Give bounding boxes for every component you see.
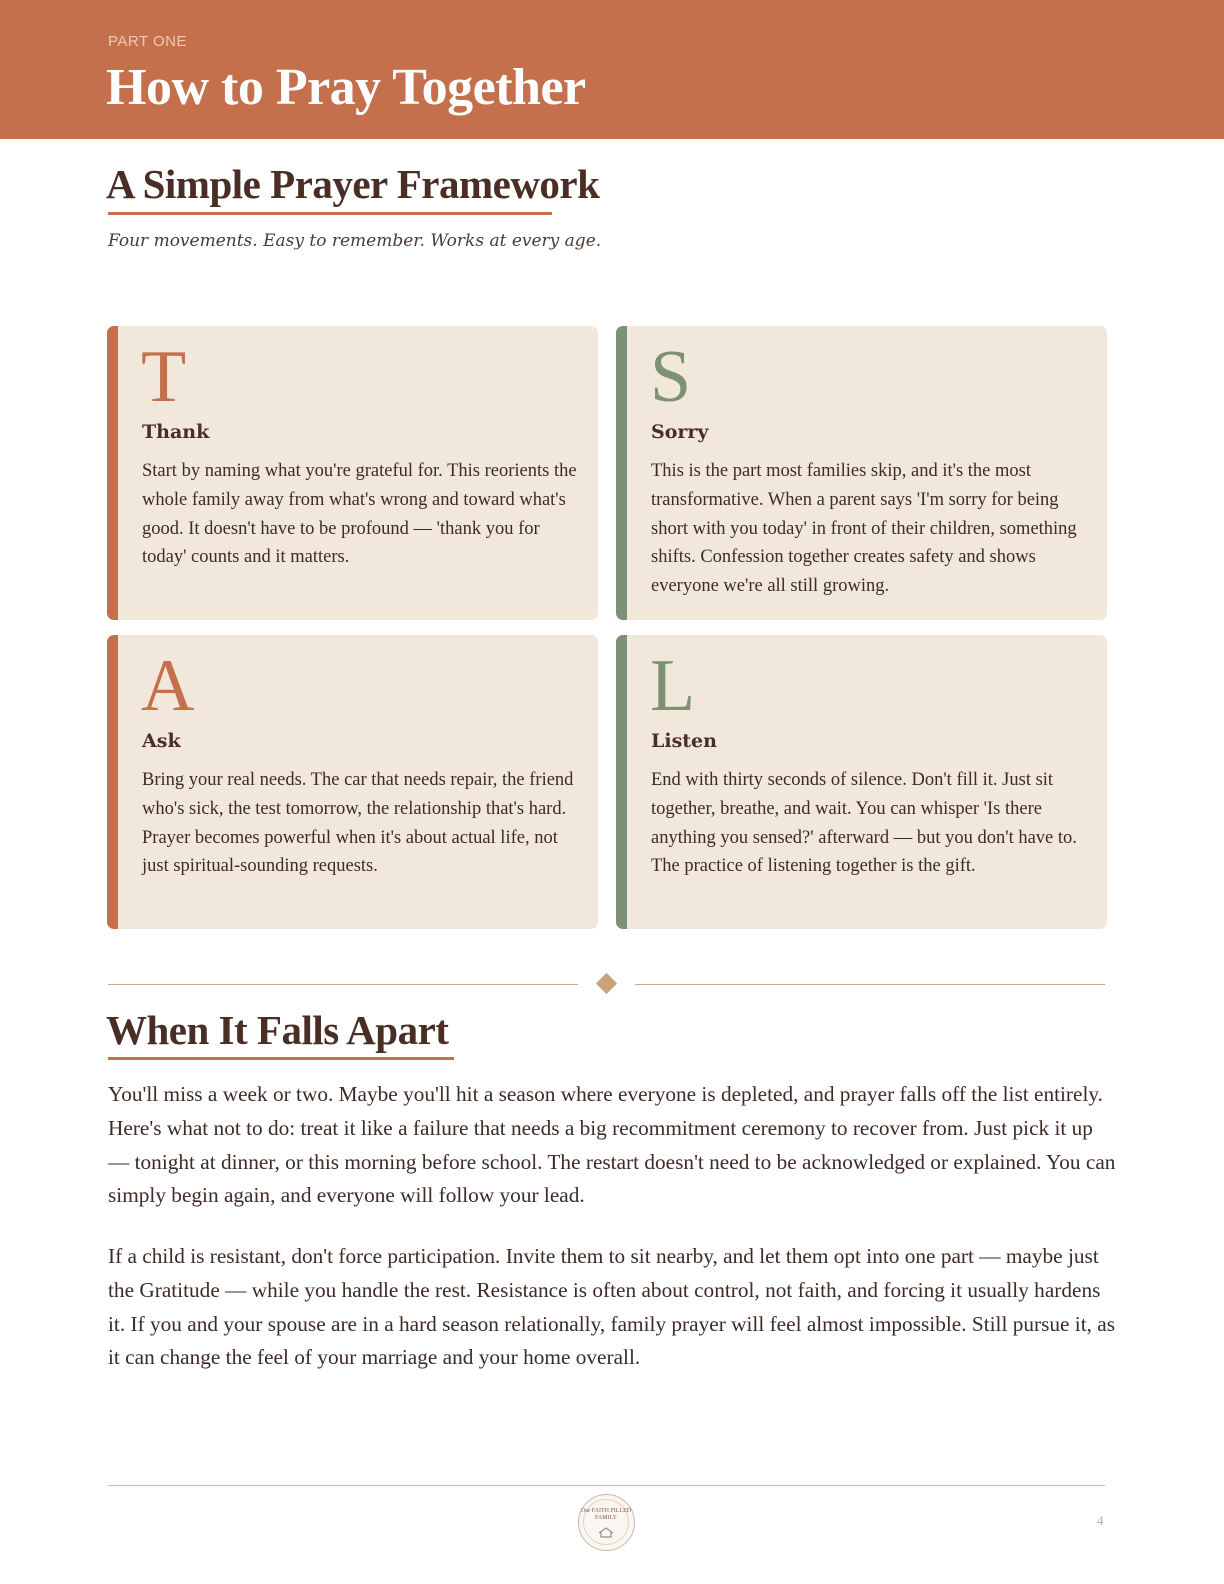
card-thank [107, 326, 598, 620]
card-letter: L [650, 645, 696, 727]
card-accent-bar [107, 635, 118, 929]
paragraph: You'll miss a week or two. Maybe you'll hit a season where everyone is depleted, and prayer falls off the list entirely. Here's what not to do: treat it like a failure that needs a big recommitment ceremony to recover from. Just pick it up — tonight at dinner, or this morning before school. The restart doesn't need to be acknowledged or explained. You can simply begin again, and everyone will follow your lead. [108, 1082, 1116, 1208]
falls-apart-heading: When It Falls Apart [106, 1007, 449, 1053]
card-sorry [616, 326, 1107, 620]
logo-text: Our FAITH FILLED FAMILY [580, 1508, 632, 1521]
card-description: End with thirty seconds of silence. Don't fill it. Just sit together, breathe, and wait. You can whisper 'Is there anything you sensed?' afterward — but you don't have to. The practice of listening together is the gift. [651, 770, 1077, 877]
card-listen [616, 635, 1107, 929]
card-word: Listen [651, 730, 717, 752]
card-letter: T [141, 336, 187, 418]
page-header [0, 0, 1224, 139]
falls-apart-heading-underline [108, 1057, 454, 1060]
card-letter: A [141, 645, 195, 727]
framework-heading: A Simple Prayer Framework [106, 161, 600, 207]
card-accent-bar [616, 635, 627, 929]
part-label: PART ONE [108, 33, 188, 50]
card-description: Bring your real needs. The car that needs repair, the friend who's sick, the test tomorrow, the relationship that's hard. Prayer becomes powerful when it's about actual life, not just spiritual-sounding requests. [142, 770, 574, 877]
footer-rule [108, 1485, 1105, 1486]
section-divider-left [108, 984, 578, 985]
page-title: How to Pray Together [106, 59, 586, 116]
house-icon [598, 1527, 614, 1538]
card-word: Sorry [651, 421, 709, 443]
diamond-ornament-icon [596, 973, 617, 994]
card-letter: S [650, 336, 692, 418]
card-accent-bar [616, 326, 627, 620]
page-number: 4 [1097, 1513, 1104, 1528]
card-description: Start by naming what you're grateful for. This reorients the whole family away from what's wrong and toward what's good. It doesn't have to be profound — 'thank you for today' counts and it matters. [142, 461, 577, 568]
card-ask [107, 635, 598, 929]
card-word: Ask [142, 730, 181, 752]
framework-tagline: Four movements. Easy to remember. Works at every age. [108, 231, 602, 251]
brand-logo [578, 1494, 635, 1551]
card-accent-bar [107, 326, 118, 620]
card-description: This is the part most families skip, and it's the most transformative. When a parent says 'I'm sorry for being short with you today' in front of their children, something shifts. Confession together creates safety and shows everyone we're all still growing. [651, 461, 1077, 597]
section-divider-right [635, 984, 1105, 985]
card-word: Thank [142, 421, 210, 443]
paragraph: If a child is resistant, don't force participation. Invite them to sit nearby, and let them opt into one part — maybe just the Gratitude — while you handle the rest. Resistance is often about control, not faith, and forcing it usually hardens it. If you and your spouse are in a hard season relationally, family prayer will feel almost impossible. Still pursue it, as it can change the feel of your marriage and your home overall. [108, 1244, 1116, 1370]
framework-heading-underline [108, 212, 552, 215]
logo-ring [583, 1499, 629, 1545]
